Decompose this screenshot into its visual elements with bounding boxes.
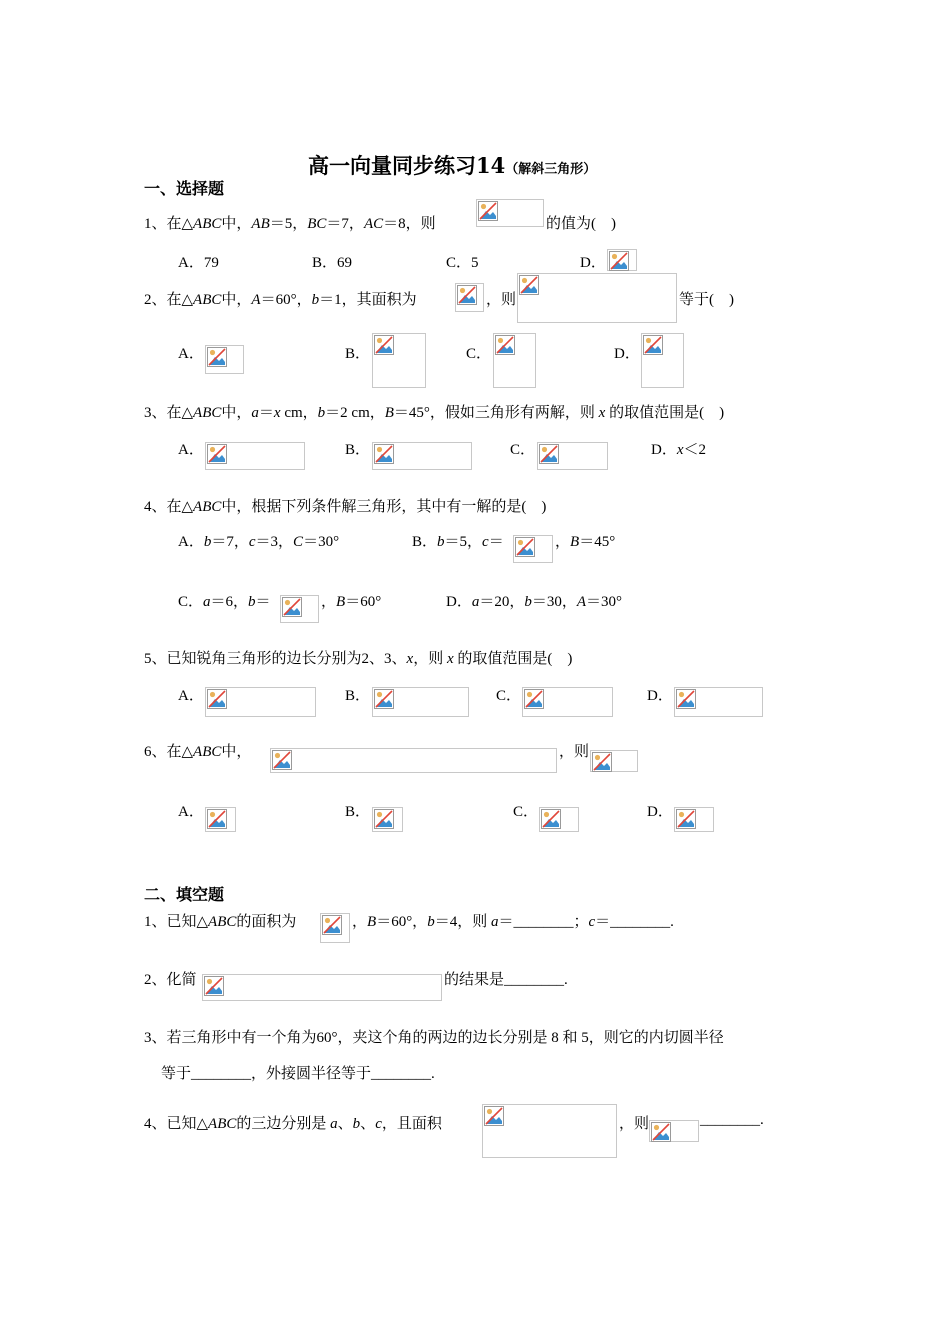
q3-option-b: B． [345,442,371,458]
formula-image [607,249,637,271]
formula-image [205,687,316,717]
broken-image-icon [478,201,498,221]
formula-image [513,535,553,563]
title-sub: （解斜三角形） [505,162,597,177]
broken-image-icon [272,750,292,770]
fill-2: 2、化简 [144,972,197,988]
q6-option-d: D． [647,804,673,820]
broken-image-icon [374,335,394,355]
broken-image-icon [322,915,342,935]
formula-image [455,283,484,312]
broken-image-icon [515,537,535,557]
formula-image [372,687,469,717]
formula-image [202,974,442,1001]
q4-option-b-tail: ，B＝45° [555,534,616,550]
formula-image [372,807,403,832]
q3-option-a: A． [178,442,204,458]
question-2-tail: 等于( ) [679,292,734,308]
question-2: 2、在△ABC中，A＝60°，b＝1，其面积为 [144,292,417,308]
broken-image-icon [457,285,477,305]
q5-option-d: D． [647,688,673,704]
q2-option-b: B． [345,346,371,362]
q5-option-b: B． [345,688,371,704]
broken-image-icon [484,1106,504,1126]
question-1: 1、在△ABC中，AB＝5，BC＝7，AC＝8，则 [144,216,436,232]
formula-image [320,913,350,943]
formula-image [205,807,236,832]
question-6: 6、在△ABC中， [144,744,252,760]
q1-option-d: D． [580,255,606,271]
q4-option-a: A．b＝7，c＝3，C＝30° [178,534,340,550]
formula-image [205,345,244,374]
q4-option-b: B．b＝5，c＝ [412,534,504,550]
formula-image [476,199,544,227]
formula-image [522,687,613,717]
formula-image [590,750,638,772]
q2-option-d: D． [614,346,640,362]
question-1-tail: 的值为( ) [546,216,616,232]
formula-image [205,442,305,470]
q3-option-d: D．x＜2 [651,442,707,458]
fill-4-tail: ________. [700,1112,764,1128]
broken-image-icon [676,689,696,709]
broken-image-icon [651,1122,671,1142]
broken-image-icon [524,689,544,709]
q4-option-d: D．a＝20，b＝30，A＝30° [446,594,623,610]
q1-option-b: B．69 [312,255,353,271]
q2-option-a: A． [178,346,204,362]
formula-image [539,807,579,832]
q6-option-b: B． [345,804,371,820]
question-3: 3、在△ABC中，a＝x cm，b＝2 cm，B＝45°，假如三角形有两解，则 x 的取值范围是( ) [144,405,725,421]
broken-image-icon [676,809,696,829]
broken-image-icon [204,976,224,996]
q6-option-c: C． [513,804,539,820]
broken-image-icon [207,689,227,709]
formula-image [372,442,472,470]
fill-3-line-2: 等于________，外接圆半径等于________. [161,1066,435,1082]
formula-image [517,273,677,323]
question-6-mid: ，则 [559,744,590,760]
broken-image-icon [374,444,394,464]
q1-option-c: C．5 [446,255,479,271]
broken-image-icon [609,251,629,271]
section-heading-fill: 二、填空题 [144,885,225,904]
formula-image [270,748,557,773]
question-4: 4、在△ABC中，根据下列条件解三角形，其中有一解的是( ) [144,499,547,515]
q3-option-c: C． [510,442,536,458]
fill-4: 4、已知△ABC的三边分别是 a、b、c，且面积 [144,1116,442,1132]
broken-image-icon [282,597,302,617]
formula-image [674,687,763,717]
formula-image [641,333,684,388]
q6-option-a: A． [178,804,204,820]
q5-option-a: A． [178,688,204,704]
q4-option-c-tail: ，B＝60° [321,594,382,610]
broken-image-icon [541,809,561,829]
q5-option-c: C． [496,688,522,704]
fill-1-tail: ，B＝60°，b＝4，则 a＝________；c＝________. [352,914,674,930]
fill-2-tail: 的结果是________. [444,972,568,988]
broken-image-icon [643,335,663,355]
title-main: 高一向量同步练习14 [308,153,506,178]
broken-image-icon [374,689,394,709]
question-2-mid: ，则 [486,292,517,308]
broken-image-icon [207,444,227,464]
formula-image [482,1104,617,1158]
formula-image [493,333,536,388]
broken-image-icon [207,809,227,829]
fill-4-mid: ，则 [619,1116,650,1132]
q4-option-c: C．a＝6，b＝ [178,594,271,610]
formula-image [280,595,319,623]
question-5: 5、已知锐角三角形的边长分别为2、3、x，则 x 的取值范围是( ) [144,651,573,667]
fill-1: 1、已知△ABC的面积为 [144,914,297,930]
section-heading-choice: 一、选择题 [144,179,225,198]
formula-image [649,1120,699,1142]
q2-option-c: C． [466,346,492,362]
q1-option-a: A．79 [178,255,219,271]
broken-image-icon [495,335,515,355]
formula-image [537,442,608,470]
formula-image [372,333,426,388]
broken-image-icon [207,347,227,367]
broken-image-icon [374,809,394,829]
broken-image-icon [539,444,559,464]
fill-3-line-1: 3、若三角形中有一个角为60°，夹这个角的两边的边长分别是 8 和 5，则它的内切圆半径 [144,1030,724,1046]
page-title [308,150,596,180]
broken-image-icon [592,752,612,772]
broken-image-icon [519,275,539,295]
formula-image [674,807,714,832]
